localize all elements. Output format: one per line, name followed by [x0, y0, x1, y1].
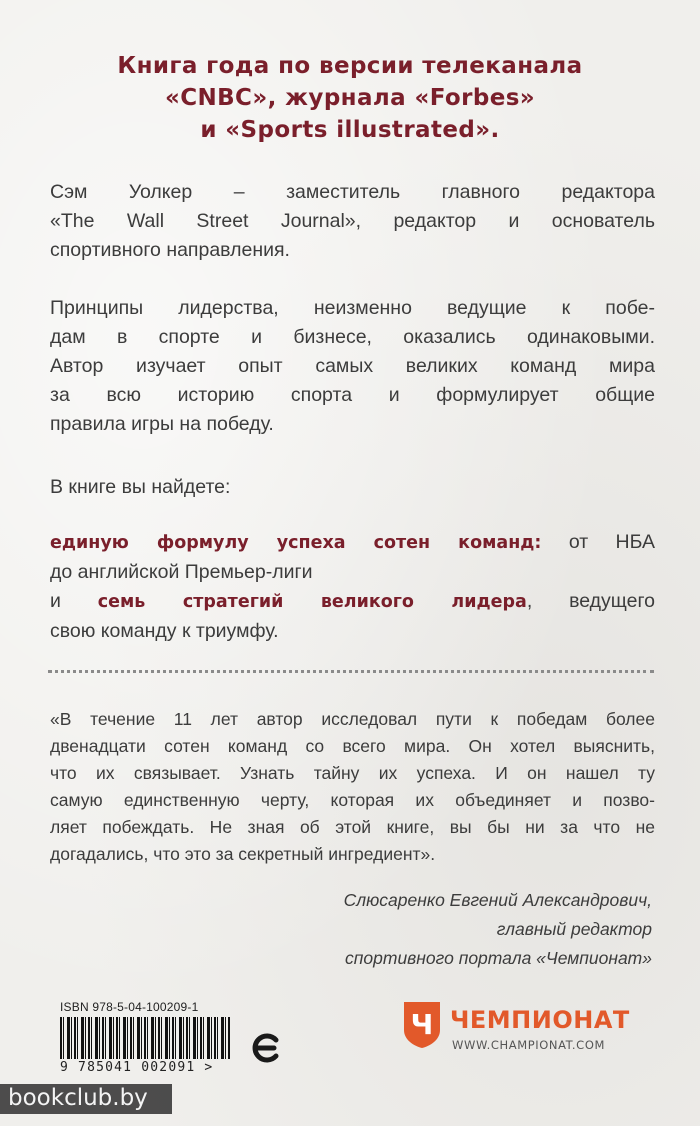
barcode-digits: 9 785041 002091 > [60, 1060, 214, 1075]
paragraph-line: спортивного направления. [50, 239, 290, 261]
barcode [60, 1017, 230, 1059]
paragraph-line: за всю историю спорта и формулирует общие [50, 384, 655, 406]
feature-line [50, 528, 655, 558]
eksmo-logo-icon [246, 1028, 286, 1068]
intro-text: В книге вы найдете: [50, 476, 231, 498]
quote-line: ляет побеждать. Не зная об этой книге, вы бы ни за что не [50, 817, 655, 837]
paragraph-line: Автор изучает опыт самых великих команд мира [50, 355, 655, 377]
quote-line: двенадцати сотен команд со всего мира. Он хотел выяснить, [50, 736, 655, 756]
features-list [50, 528, 655, 646]
paragraph-line: правила игры на победу. [50, 413, 274, 435]
championat-name: ЧЕМПИОНАТ [450, 1006, 630, 1034]
feature-line [50, 587, 655, 617]
headline-line: и «Sports illustrated». [200, 117, 500, 143]
dotted-divider [48, 670, 654, 673]
signature-role: главный редактор [496, 919, 652, 939]
headline-line: «CNBC», журнала «Forbes» [164, 85, 536, 111]
paragraph-line: «The Wall Street Journal», редактор и основатель [50, 210, 655, 232]
signature-name: Слюсаренко Евгений Александрович, [343, 890, 652, 910]
championat-logo [402, 998, 662, 1058]
championat-shield-icon [402, 1000, 442, 1050]
features-intro [50, 473, 655, 502]
feature-prefix: и [50, 590, 98, 612]
quote-line: что их связывает. Узнать тайну их успеха. И он нашел ту [50, 763, 655, 783]
principles-paragraph [50, 294, 655, 439]
feature-rest: , ведущего [526, 590, 655, 612]
signature-org: спортивного портала «Чемпионат» [345, 948, 652, 968]
paragraph-line: дам в спорте и бизнесе, оказались одинаковыми. [50, 326, 655, 348]
shield-letter: Ч [410, 1008, 434, 1041]
quote-line: догадались, что это за секретный ингредиент». [50, 844, 436, 864]
watermark-text: bookclub.by [8, 1085, 148, 1111]
headline [0, 50, 700, 146]
paragraph-line: Сэм Уолкер – заместитель главного редактора [50, 181, 655, 203]
author-paragraph [50, 178, 655, 265]
feature-bold: единую формулу успеха сотен команд: [50, 533, 542, 553]
headline-line: Книга года по версии телеканала [117, 53, 583, 79]
paragraph-line: Принципы лидерства, неизменно ведущие к побе- [50, 297, 655, 319]
watermark [0, 1084, 172, 1114]
feature-line: до английской Премьер-лиги [50, 561, 313, 583]
isbn-label: ISBN 978-5-04-100209-1 [60, 1000, 199, 1014]
feature-line: свою команду к триумфу. [50, 620, 279, 642]
quote-signature [344, 886, 652, 973]
quote-line: самую единственную черту, которая их объединяет и позво- [50, 790, 655, 810]
feature-bold: семь стратегий великого лидера [97, 592, 527, 612]
isbn-barcode-block [60, 1000, 232, 1075]
feature-rest: от НБА [541, 531, 656, 553]
quote-line: «В течение 11 лет автор исследовал пути к победам более [50, 709, 655, 729]
championat-url: WWW.CHAMPIONAT.COM [452, 1038, 605, 1052]
review-quote [50, 706, 655, 868]
